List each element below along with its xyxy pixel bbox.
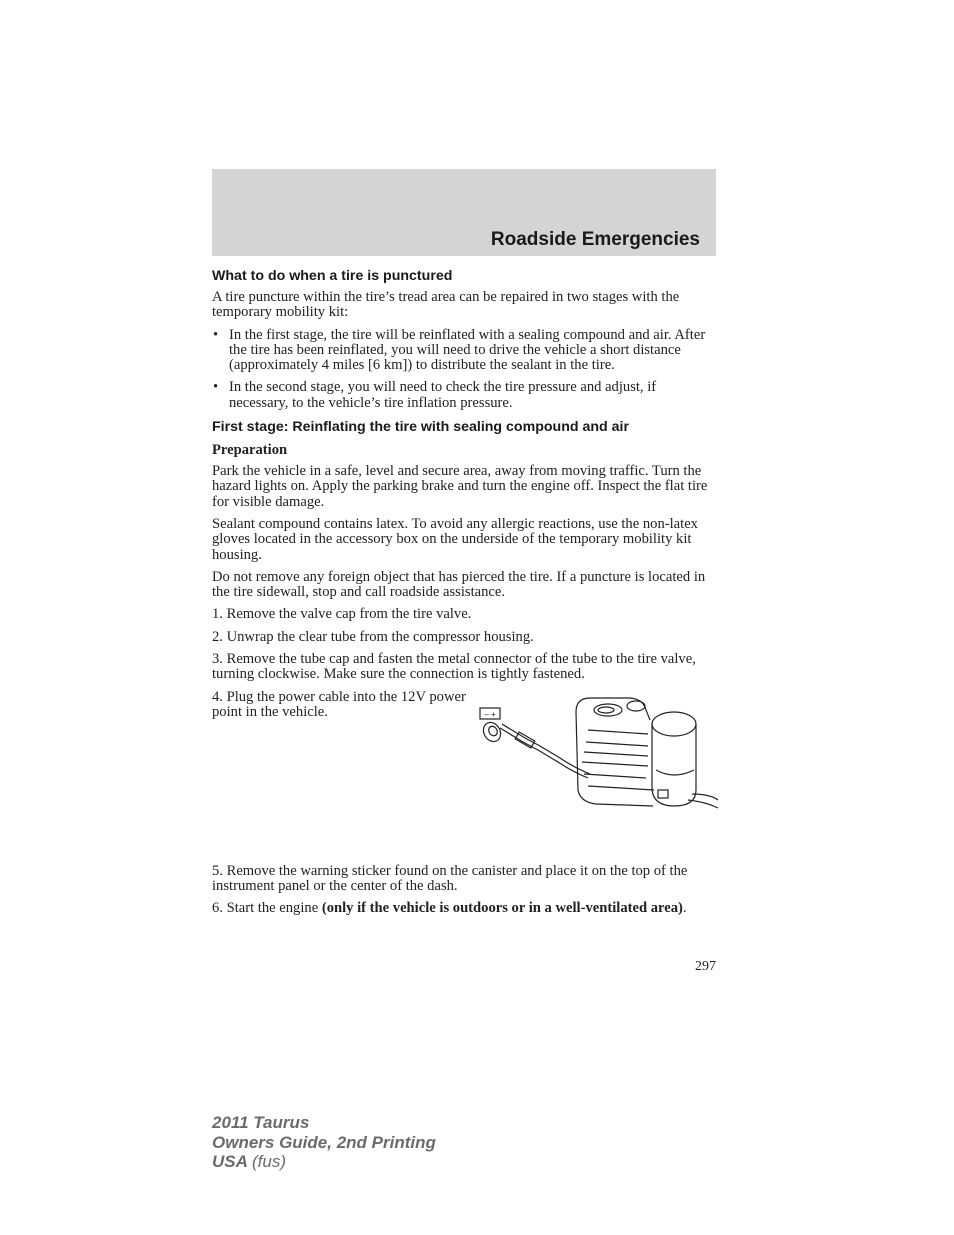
list-item bbox=[212, 328, 716, 374]
footer-region bbox=[212, 1152, 436, 1172]
header-band bbox=[212, 169, 716, 256]
step-6-text: 6. Start the engine bbox=[212, 900, 322, 917]
bullet-icon: • bbox=[213, 379, 219, 396]
footer-region-main: USA bbox=[212, 1152, 252, 1171]
stages-list bbox=[212, 328, 716, 411]
list-item-text: In the second stage, you will need to check the tire pressure and adjust, if necessary, to the vehicle’s tire inflation pressure. bbox=[229, 379, 657, 411]
paragraph-park: Park the vehicle in a safe, level and secure area, away from moving traffic. Turn the hazard lights on. Apply the parking brake and turn the engine off. Inspect the flat tire for visible damage. bbox=[212, 463, 708, 510]
socket-icon bbox=[480, 719, 504, 744]
heading-tire-punctured: What to do when a tire is punctured bbox=[212, 268, 453, 284]
step-6 bbox=[212, 901, 716, 916]
subheading-preparation: Preparation bbox=[212, 442, 288, 459]
main-content bbox=[212, 267, 716, 917]
step-4: 4. Plug the power cable into the 12V power point in the vehicle. bbox=[212, 688, 466, 720]
step-2: 2. Unwrap the clear tube from the compressor housing. bbox=[212, 628, 534, 645]
compressor-illustration bbox=[478, 690, 718, 830]
list-item-text: In the first stage, the tire will be reinflated with a sealing compound and air. After the tire has been reinflated, you will need to drive the vehicle a short distance (approximately 4 miles [6 km]) to distribute the sealant in the tire. bbox=[229, 326, 706, 374]
footer bbox=[212, 1113, 436, 1172]
step-1: 1. Remove the valve cap from the tire valve. bbox=[212, 606, 472, 623]
paragraph-latex: Sealant compound contains latex. To avoid any allergic reactions, use the non-latex gloves located in the accessory box on the underside of the temporary mobility kit housing. bbox=[212, 515, 698, 563]
page-section-title: Roadside Emergencies bbox=[490, 229, 700, 250]
footer-guide: Owners Guide, 2nd Printing bbox=[212, 1132, 436, 1152]
list-item bbox=[212, 380, 716, 411]
step-6-emphasis: (only if the vehicle is outdoors or in a well-ventilated area) bbox=[321, 900, 683, 917]
bullet-icon: • bbox=[213, 326, 219, 343]
page-number: 297 bbox=[695, 959, 716, 974]
step-3: 3. Remove the tube cap and fasten the metal connector of the tube to the tire valve, turning clockwise. Make sure the connection is tightly fastened. bbox=[212, 651, 696, 683]
intro-paragraph: A tire puncture within the tire’s tread area can be repaired in two stages with the temporary mobility kit: bbox=[212, 289, 680, 321]
heading-first-stage: First stage: Reinflating the tire with sealing compound and air bbox=[212, 419, 630, 436]
step-5: 5. Remove the warning sticker found on the canister and place it on the top of the instrument panel or the center of the dash. bbox=[212, 862, 688, 894]
step-6-period: . bbox=[682, 900, 687, 917]
battery-polarity-label: – + bbox=[484, 709, 496, 719]
footer-region-code: (fus) bbox=[252, 1152, 286, 1171]
paragraph-foreign-object: Do not remove any foreign object that has pierced the tire. If a puncture is located in the tire sidewall, stop and call roadside assistance. bbox=[212, 568, 706, 601]
footer-model: 2011 Taurus bbox=[212, 1113, 310, 1132]
